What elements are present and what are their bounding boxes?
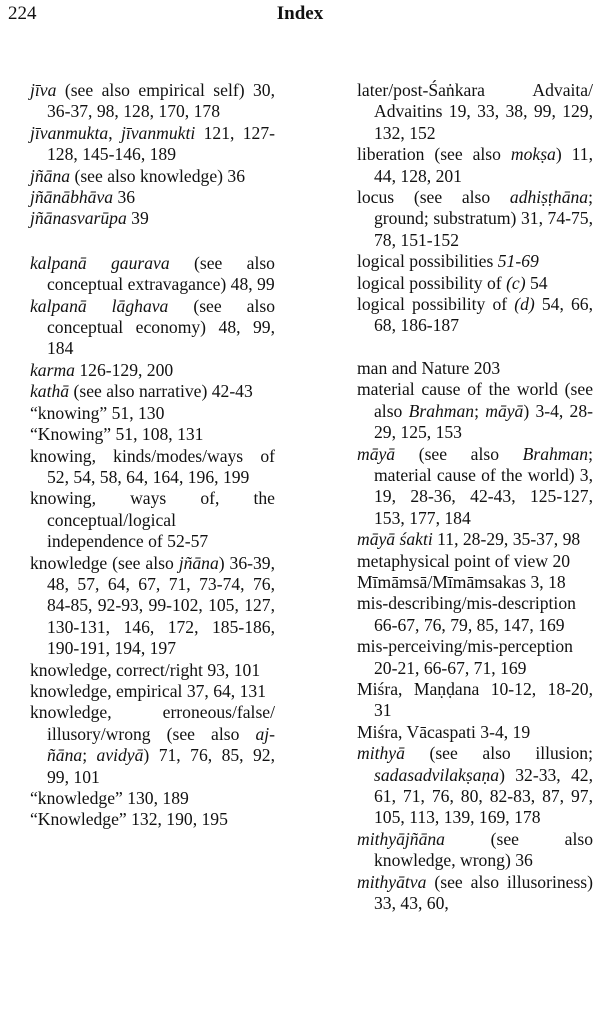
index-section-gap xyxy=(30,230,275,253)
index-entry-text: adhiṣṭhāna xyxy=(509,187,589,208)
index-entry-text: ) 71, 76, 85, 92, 99, 101 xyxy=(47,745,275,787)
index-entry-text: māyā xyxy=(357,443,396,464)
index-entry-text: kalpanā lāghava xyxy=(30,295,169,316)
index-entry-text: “Knowing” 51, 108, 131 xyxy=(30,424,204,445)
index-entry xyxy=(357,144,593,187)
index-entry-text: knowledge, erroneous/false/ illusory/wrong (see also xyxy=(30,702,275,744)
index-entry-text: 36 xyxy=(113,187,136,208)
index-entry xyxy=(30,80,275,123)
index-entry-text: jīvanmukti xyxy=(120,122,196,143)
index-entry-text: ) 32-33, 42, 61, 71, 76, 80, 82-83, 87, 97, 105, 113, 139, 169, 178 xyxy=(374,764,593,828)
index-entry xyxy=(357,80,593,144)
index-entry-text: ) 36-39, 48, 57, 64, 67, 71, 73-74, 76, 84-85, 92-93, 99-102, 105, 127, 130-131, 146, 172, 185-186, 190-191, 194, 197 xyxy=(47,552,276,659)
index-entry xyxy=(357,679,593,722)
index-entry-text: Brahman xyxy=(408,400,475,421)
page-number: 224 xyxy=(8,3,37,24)
index-entry-text: Mīmāmsā/Mīmāmsakas 3, 18 xyxy=(357,571,566,592)
index-entry-text: 54, 66, 68, 186-187 xyxy=(374,294,593,336)
index-entry xyxy=(357,358,593,379)
index-entry xyxy=(357,187,593,251)
index-entry-text: mis-perceiving/mis-perception 20-21, 66-67, 71, 169 xyxy=(357,636,573,678)
index-entry-text: ; ground; substratum) 31, 74-75, 78, 151-152 xyxy=(374,187,593,250)
index-entry xyxy=(357,273,593,294)
index-entry xyxy=(357,294,593,337)
index-entry xyxy=(30,553,275,660)
index-entry xyxy=(30,809,275,830)
index-entry-text: (d) xyxy=(514,294,535,315)
index-entry-text: 126-129, 200 xyxy=(74,359,174,380)
index-entry-text: later/post-Śaṅkara Advaita/ Advaitins 19, 33, 38, 99, 129, 132, 152 xyxy=(357,80,593,143)
index-entry-text: (see also illusoriness) 33, 43, 60, xyxy=(374,871,593,914)
index-entry-text: , xyxy=(108,122,121,143)
index-entry-text: 11, 28-29, 35-37, 98 xyxy=(432,529,581,550)
index-entry-text: (see also conceptual economy) 48, 99, 184 xyxy=(47,295,275,359)
index-entry-text: jīva xyxy=(30,80,57,100)
index-entry-text: logical possibilities xyxy=(357,251,498,272)
index-entry-text: 54 xyxy=(525,272,548,293)
index-entry xyxy=(30,208,275,229)
index-entry-text: sadasadvilakṣaṇa xyxy=(374,764,500,785)
index-entry-text: kathā xyxy=(30,381,70,402)
index-entry xyxy=(357,444,593,530)
index-entry-text: liberation (see also xyxy=(357,144,511,165)
index-column-right xyxy=(357,80,593,914)
index-entry xyxy=(30,360,275,381)
index-entry xyxy=(30,381,275,402)
index-entry-text: kalpanā gaurava xyxy=(30,252,170,273)
index-entry-text: ) 11, 44, 128, 201 xyxy=(374,144,593,186)
index-entry-text: material cause of the world (see also xyxy=(357,379,593,421)
page-header xyxy=(0,0,600,32)
index-entry xyxy=(357,829,593,872)
index-entry-text: “knowledge” 130, 189 xyxy=(30,788,189,808)
index-entry-text: knowledge, correct/right 93, 101 xyxy=(30,659,261,680)
index-entry xyxy=(30,702,275,788)
index-entry-text: 121, 127-128, 145-146, 189 xyxy=(47,122,275,165)
index-entry xyxy=(357,572,593,593)
index-entry xyxy=(30,446,275,489)
page-title: Index xyxy=(276,3,324,24)
index-entry-text: metaphysical point of view 20 xyxy=(357,550,571,571)
index-entry xyxy=(30,187,275,208)
index-entry-text: mithyātva xyxy=(357,871,427,892)
index-entry xyxy=(30,296,275,360)
index-entry-text: (see also knowledge, wrong) 36 xyxy=(374,828,593,871)
index-section-gap xyxy=(357,337,593,358)
index-entry-text: Miśra, Vācaspati 3-4, 19 xyxy=(357,721,531,742)
index-entry xyxy=(357,529,593,550)
index-entry xyxy=(30,788,275,809)
index-entry-text: karma xyxy=(30,359,75,380)
index-entry xyxy=(357,551,593,572)
index-entry-text: (see also empirical self) 30, 36-37, 98, 128, 170, 178 xyxy=(47,80,275,122)
index-entry-text: Miśra, Maṇḍana 10-12, 18-20, 31 xyxy=(357,678,593,721)
index-entry xyxy=(357,872,593,915)
index-entry-text: ) 3-4, 28-29, 125, 153 xyxy=(374,400,593,443)
index-entry-text: (see also xyxy=(395,443,523,464)
index-entry-text: jñānābhāva xyxy=(30,187,114,208)
index-entry-text: Brahman xyxy=(522,443,589,464)
index-entry xyxy=(30,253,275,296)
index-entry-text: logical possibility of xyxy=(357,294,515,315)
index-entry-text: ; xyxy=(474,400,486,421)
index-entry-text: ; material cause of the world) 3, 19, 28-36, 42-43, 125-127, 153, 177, 184 xyxy=(374,443,593,528)
index-entry-text: ; xyxy=(82,745,97,766)
index-entry-text: (c) xyxy=(506,272,526,293)
index-entry-text: mokṣa xyxy=(510,144,556,165)
index-entry-text: logical possibility of xyxy=(357,272,507,293)
index-entry xyxy=(30,660,275,681)
index-entry-text: (see also illusion; xyxy=(404,743,593,764)
index-entry-text: knowledge (see also xyxy=(30,552,179,573)
index-column-left xyxy=(30,80,275,831)
index-entry-text: mithyā xyxy=(357,743,405,764)
index-entry xyxy=(357,636,593,679)
index-entry-text: 51-69 xyxy=(497,251,539,272)
index-entry-text: jñāna xyxy=(178,552,219,573)
index-entry xyxy=(357,722,593,743)
index-entry-text: māyā śakti xyxy=(357,529,433,550)
index-entry-text: locus (see also xyxy=(357,187,510,208)
index-entry-text: knowledge, empirical 37, 64, 131 xyxy=(30,680,266,701)
index-entry xyxy=(30,123,275,166)
index-entry-text: aj-ñāna xyxy=(47,723,275,766)
index-entry xyxy=(30,403,275,424)
index-entry-text: man and Nature 203 xyxy=(357,357,501,378)
index-entry-text: jñānasvarūpa xyxy=(30,208,127,229)
index-entry-text: avidyā xyxy=(96,745,144,766)
index-entry-text: jñāna xyxy=(30,165,71,186)
index-entry-text: knowing, ways of, the conceptual/logical independence of 52-57 xyxy=(30,488,275,552)
index-entry-text: (see also conceptual extravagance) 48, 99 xyxy=(47,252,275,295)
index-entry xyxy=(357,593,593,636)
index-entry-text: mis-describing/mis-description 66-67, 76, 79, 85, 147, 169 xyxy=(357,593,576,635)
index-entry-text: mithyājñāna xyxy=(357,828,445,849)
index-entry xyxy=(357,251,593,272)
index-entry-text: jīvanmukta xyxy=(30,122,109,143)
index-entry-text: (see also knowledge) 36 xyxy=(70,165,245,186)
index-entry xyxy=(30,681,275,702)
index-entry-text: māyā xyxy=(485,400,524,421)
index-entry-text: (see also narrative) 42-43 xyxy=(69,381,253,402)
index-entry-text: 39 xyxy=(126,208,149,229)
index-entry xyxy=(30,424,275,445)
index-entry xyxy=(357,743,593,829)
index-entry-text: knowing, kinds/modes/ways of 52, 54, 58, 64, 164, 196, 199 xyxy=(30,445,275,487)
index-entry xyxy=(30,488,275,552)
index-entry xyxy=(30,166,275,187)
index-entry xyxy=(357,379,593,443)
index-entry-text: “knowing” 51, 130 xyxy=(30,402,165,423)
index-entry-text: “Knowledge” 132, 190, 195 xyxy=(30,809,228,830)
